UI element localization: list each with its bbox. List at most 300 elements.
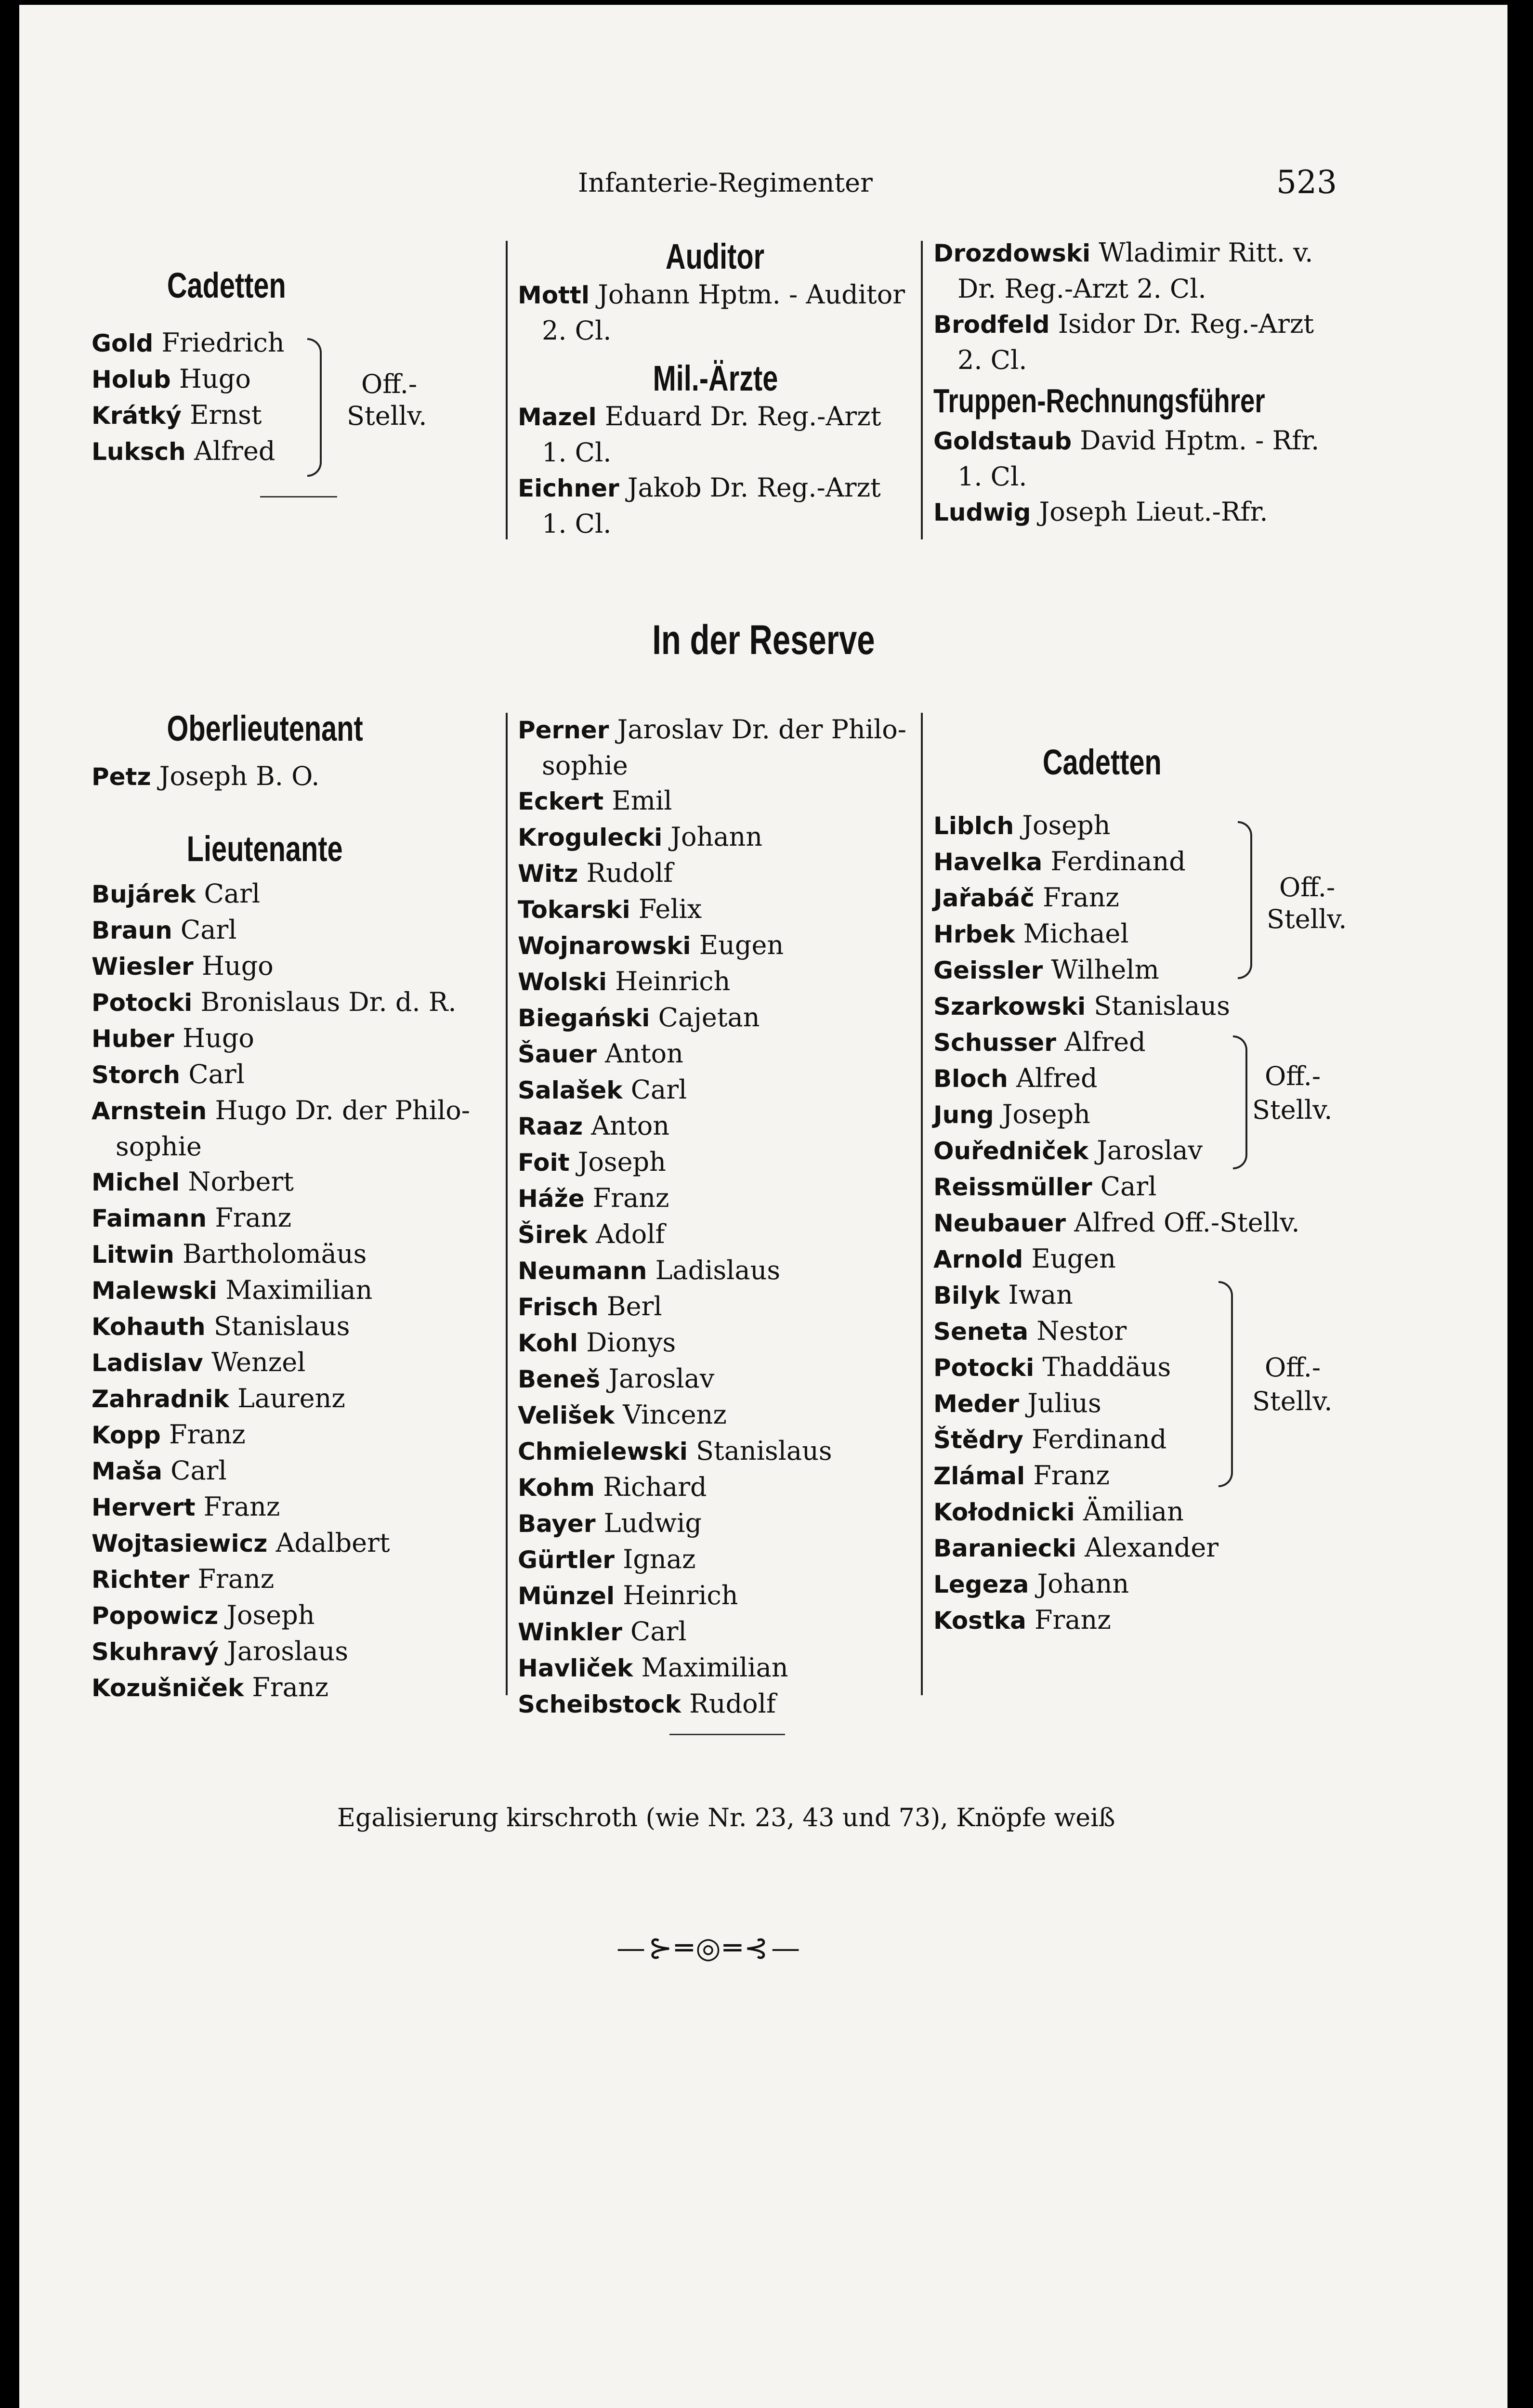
entry-details: Franz [1043, 882, 1119, 913]
entry-details: Jaroslav [608, 1363, 715, 1394]
ornament-divider: —⊱═◎═⊰— [616, 1931, 803, 1965]
entry-details: Carl [630, 1074, 687, 1105]
entry-details: Joseph [1002, 1099, 1090, 1129]
list-item [518, 277, 913, 313]
entry-surname: Goldstaub [933, 427, 1072, 455]
entry-surname: Popowicz [92, 1602, 219, 1630]
entry-surname: Hervert [92, 1493, 196, 1521]
entry-details: Alfred [1016, 1063, 1098, 1093]
entry-details: Joseph [1022, 810, 1111, 840]
entry-details: Hugo [182, 1023, 254, 1053]
entry-surname: Braun [92, 916, 172, 944]
entry-details: Cajetan [658, 1002, 760, 1033]
column-rule-reserve-2 [921, 713, 923, 1695]
entry-surname: Štědry [933, 1426, 1023, 1454]
entry-details: Franz [252, 1672, 329, 1702]
list-item [933, 1566, 1415, 1602]
entry-details: Jaroslav Dr. der Philo- [617, 714, 906, 745]
entry-details: Hugo [179, 364, 251, 394]
entry-surname: Kohm [518, 1474, 595, 1502]
list-item [518, 964, 917, 1000]
entry-details: Ignaz [623, 1544, 696, 1574]
list-item [518, 1253, 917, 1289]
offstellv-note-group1 [1267, 872, 1347, 935]
entry-details: Alexander [1085, 1532, 1219, 1563]
entry-details: Franz [1035, 1605, 1111, 1635]
entry-details: sophie [116, 1131, 202, 1162]
entry-details: Maximilian [641, 1652, 788, 1683]
entry-details: Ferdinand [1032, 1424, 1167, 1454]
entry-surname: Schusser [933, 1029, 1056, 1057]
footer-note: Egalisierung kirschroth (wie Nr. 23, 43 und 73), Knöpfe weiß [337, 1804, 1115, 1832]
entry-details: Carl [188, 1059, 245, 1089]
list-item [92, 1453, 501, 1489]
heading-cadetten-top: Cadetten [167, 265, 286, 305]
entry-surname: Perner [518, 716, 609, 744]
entry-surname: Hrbek [933, 920, 1015, 948]
list-item [92, 1489, 501, 1525]
brace-cadetten-group1 [1238, 821, 1252, 979]
entry-surname: Háže [518, 1185, 585, 1213]
entry-continuation: 1. Cl. [542, 437, 612, 468]
entry-details: Thaddäus [1042, 1352, 1171, 1382]
entry-surname: Gürtler [518, 1546, 615, 1574]
list-item [518, 783, 917, 819]
list-item [518, 1433, 917, 1469]
entry-surname: Huber [92, 1025, 174, 1053]
entry-details: Wenzel [211, 1347, 306, 1377]
reserve-list-col2 [518, 712, 917, 1722]
reserve-col1 [92, 708, 501, 1706]
entry-details: Ladislaus [655, 1255, 781, 1285]
heading-auditor: Auditor [666, 236, 765, 276]
list-item [92, 1057, 501, 1093]
entry-surname: Witz [518, 860, 578, 888]
entry-details: Felix [638, 894, 702, 924]
heading-mil-aerzte: Mil.-Ärzte [653, 358, 778, 398]
entry-surname: Petz [92, 763, 151, 791]
list-item [92, 1309, 501, 1345]
list-item [92, 1236, 501, 1272]
entry-details: Carl [1100, 1171, 1157, 1202]
heading-cadetten-reserve: Cadetten [1042, 742, 1162, 782]
list-item [518, 1144, 917, 1180]
heading-lieutenante: Lieutenante [187, 829, 343, 869]
note-g1-line2: Stellv. [1267, 904, 1347, 934]
entry-details: Anton [605, 1038, 683, 1069]
entry-details: Bronislaus Dr. d. R. [200, 987, 457, 1017]
entry-details: Julius [1027, 1388, 1101, 1418]
entry-continuation: 2. Cl. [542, 315, 612, 346]
entry-details: Alfred [194, 436, 275, 466]
entry-surname: Ludwig [933, 498, 1031, 526]
entry-continuation: 2. Cl. [957, 345, 1027, 375]
entry-surname: Arnold [933, 1245, 1023, 1273]
entry-details: Norbert [188, 1166, 294, 1197]
list-item [518, 399, 913, 435]
entry-surname: Reissmüller [933, 1173, 1092, 1201]
entry-surname: Meder [933, 1390, 1020, 1418]
entry-details: Carl [204, 878, 261, 909]
entry-surname: Richter [92, 1566, 190, 1594]
entry-surname: Neubauer [933, 1209, 1066, 1237]
offstellv-note-group3 [1252, 1351, 1332, 1418]
list-item [518, 1180, 917, 1217]
column-rule-reserve-1 [506, 713, 508, 1695]
entry-surname: Liblch [933, 812, 1014, 840]
entry-surname: Potocki [933, 1354, 1035, 1382]
list-item [933, 1386, 1415, 1422]
entry-surname: Seneta [933, 1318, 1029, 1346]
list-item [933, 1349, 1415, 1386]
auditor-list [518, 277, 913, 348]
entry-details: Anton [591, 1111, 670, 1141]
mil-aerzte-list-cont [933, 235, 1367, 378]
list-item [518, 1542, 917, 1578]
entry-surname: Winkler [518, 1618, 622, 1646]
brace-cadetten-group2 [1233, 1035, 1247, 1169]
list-item [92, 1417, 501, 1453]
entry-surname: Ouředniček [933, 1137, 1088, 1165]
entry-surname: Eckert [518, 787, 604, 815]
entry-surname: Eichner [518, 474, 619, 502]
list-item [518, 1650, 917, 1686]
entry-surname: Biegański [518, 1004, 650, 1032]
entry-details: Maximilian [225, 1275, 373, 1305]
list-item [518, 748, 917, 783]
entry-details: Adalbert [275, 1528, 390, 1558]
entry-surname: Beneš [518, 1365, 601, 1393]
list-item [933, 1205, 1415, 1241]
entry-surname: Scheibstock [518, 1690, 681, 1718]
entry-surname: Malewski [92, 1277, 217, 1305]
entry-details: Bartholomäus [183, 1239, 367, 1269]
entry-surname: Jung [933, 1101, 994, 1129]
entry-surname: Kohl [518, 1329, 578, 1357]
list-item [92, 984, 501, 1021]
entry-surname: Faimann [92, 1204, 207, 1232]
entry-details: Carl [180, 915, 237, 945]
entry-details: Jaroslaus [227, 1636, 349, 1666]
entry-details: Michael [1023, 918, 1129, 949]
list-item [92, 1021, 501, 1057]
entry-details: Franz [169, 1419, 246, 1450]
list-item [933, 1024, 1415, 1060]
list-item [92, 1670, 501, 1706]
entry-details: Dionys [586, 1327, 676, 1358]
short-rule-top [260, 496, 337, 497]
reserve-col2 [518, 712, 917, 1722]
entry-details: Stanislaus [696, 1436, 832, 1466]
entry-details: Joseph [577, 1147, 666, 1177]
entry-details: Heinrich [615, 966, 731, 996]
entry-details: Ludwig [603, 1508, 702, 1538]
entry-details: Carl [630, 1616, 687, 1647]
list-item [933, 1060, 1415, 1097]
entry-surname: Kostka [933, 1607, 1026, 1635]
entry-surname: Geissler [933, 956, 1043, 984]
list-item [933, 808, 1415, 844]
note-g2-line1: Off.- [1265, 1061, 1321, 1091]
list-item [518, 1289, 917, 1325]
list-item [518, 1108, 917, 1144]
entry-surname: Salašek [518, 1076, 623, 1104]
heading-oberlieutenant: Oberlieutenant [167, 708, 363, 748]
entry-details: Johann Hptm. - Auditor [598, 279, 905, 310]
entry-details: Jakob Dr. Reg.-Arzt [627, 472, 881, 503]
note-g2-line2: Stellv. [1252, 1095, 1333, 1125]
entry-surname: Bayer [518, 1510, 596, 1538]
entry-details: Stanislaus [213, 1311, 350, 1341]
entry-surname: Bujárek [92, 880, 196, 908]
entry-details: Eugen [699, 930, 784, 960]
entry-surname: Krátký [92, 402, 182, 430]
list-item [92, 1272, 501, 1309]
entry-surname: Legeza [933, 1570, 1029, 1598]
entry-details: Alfred [1064, 1027, 1146, 1057]
entry-details: Eduard Dr. Reg.-Arzt [604, 401, 881, 432]
list-item [933, 988, 1415, 1024]
entry-surname: Skuhravý [92, 1638, 219, 1666]
entry-continuation: 1. Cl. [957, 461, 1027, 492]
list-item [518, 470, 913, 506]
brace-top-cadetten [307, 338, 322, 477]
list-item [92, 1345, 501, 1381]
entry-details: Franz [215, 1203, 292, 1233]
entry-surname: Kopp [92, 1421, 161, 1449]
entry-surname: Wolski [518, 968, 607, 996]
list-item [518, 1614, 917, 1650]
list-item [933, 1313, 1415, 1349]
entry-surname: Bilyk [933, 1282, 1000, 1309]
list-item [92, 948, 501, 984]
list-item [92, 1597, 501, 1634]
note-g3-line1: Off.- [1265, 1352, 1321, 1383]
entry-details: Joseph B. O. [159, 761, 320, 791]
list-item [518, 1469, 917, 1505]
list-item [92, 1381, 501, 1417]
entry-details: Vincenz [623, 1400, 727, 1430]
list-item [518, 1578, 917, 1614]
entry-surname: Chmielewski [518, 1438, 688, 1466]
list-item [92, 1164, 501, 1200]
entry-surname: Szarkowski [933, 993, 1086, 1021]
entry-surname: Velišek [518, 1401, 615, 1429]
brace-cadetten-group3 [1219, 1281, 1233, 1487]
entry-details: Joseph [226, 1600, 315, 1630]
list-item [518, 712, 917, 748]
list-item [933, 1494, 1415, 1530]
list-item [933, 494, 1367, 530]
reserve-heading-wrap [19, 616, 1507, 664]
entry-details: sophie [542, 750, 628, 781]
column-rule-top-1 [506, 241, 508, 539]
list-item [518, 1000, 917, 1036]
entry-surname: Mazel [518, 403, 597, 431]
entry-details: Berl [606, 1291, 662, 1322]
entry-details: Rudolf [689, 1688, 776, 1719]
entry-surname: Bloch [933, 1065, 1008, 1093]
entry-surname: Kohauth [92, 1313, 206, 1341]
entry-surname: Kołodnicki [933, 1498, 1075, 1526]
entry-surname: Maša [92, 1457, 162, 1485]
entry-surname: Neumann [518, 1257, 647, 1285]
entry-details: Heinrich [623, 1580, 738, 1610]
entry-surname: Baraniecki [933, 1534, 1076, 1562]
entry-details: Nestor [1036, 1316, 1127, 1346]
entry-surname: Holub [92, 366, 171, 393]
entry-details: Jaroslav [1097, 1135, 1203, 1165]
entry-details: Franz [197, 1564, 275, 1594]
entry-surname: Mottl [518, 281, 590, 309]
list-item [92, 1561, 501, 1597]
entry-surname: Šauer [518, 1040, 597, 1068]
list-item [518, 1686, 917, 1722]
entry-surname: Ladislav [92, 1349, 203, 1377]
list-item [92, 912, 501, 948]
entry-details: Laurenz [237, 1383, 345, 1413]
entry-surname: Potocki [92, 989, 193, 1017]
entry-details: Ernst [190, 400, 262, 430]
list-item [933, 306, 1367, 342]
list-item [933, 1530, 1415, 1566]
entry-surname: Širek [518, 1221, 588, 1249]
list-item [933, 1133, 1415, 1169]
entry-surname: Frisch [518, 1293, 599, 1321]
entry-continuation: Dr. Reg.-Arzt 2. Cl. [957, 274, 1206, 304]
list-item [518, 1505, 917, 1542]
list-item [92, 876, 501, 912]
entry-details: Hugo Dr. der Philo- [215, 1095, 470, 1125]
entry-details: David Hptm. - Rfr. [1080, 425, 1320, 456]
entry-surname: Havliček [518, 1654, 633, 1682]
entry-surname: Havelka [933, 848, 1043, 876]
entry-details: Franz [1033, 1460, 1110, 1491]
list-item [933, 1241, 1415, 1277]
entry-details: Rudolf [586, 858, 673, 888]
entry-details: Friedrich [161, 327, 285, 358]
entry-details: Richard [603, 1472, 707, 1502]
entry-details: Wladimir Ritt. v. [1099, 237, 1313, 268]
list-item [933, 1169, 1415, 1205]
entry-details: Adolf [596, 1219, 665, 1249]
entry-surname: Münzel [518, 1582, 615, 1610]
entry-surname: Wojtasiewicz [92, 1530, 268, 1557]
entry-surname: Zlámal [933, 1462, 1025, 1490]
note-line2: Stellv. [347, 401, 427, 431]
oberlieutenant-list [92, 759, 501, 795]
entry-surname: Luksch [92, 438, 186, 466]
heading-in-der-reserve: In der Reserve [652, 617, 875, 663]
note-g1-line1: Off.- [1279, 872, 1336, 903]
page [19, 5, 1507, 2408]
list-item [933, 1602, 1415, 1638]
list-item [92, 1200, 501, 1236]
entry-surname: Jařabáč [933, 884, 1035, 912]
list-item [92, 1093, 501, 1129]
list-item [933, 1097, 1415, 1133]
list-item [518, 855, 917, 891]
short-rule-bottom [669, 1734, 785, 1735]
entry-surname: Michel [92, 1168, 180, 1196]
entry-surname: Wojnarowski [518, 932, 691, 960]
entry-surname: Storch [92, 1061, 181, 1089]
list-item [518, 819, 917, 855]
list-item [518, 1361, 917, 1397]
list-item [518, 928, 917, 964]
list-item [92, 1634, 501, 1670]
list-item [933, 952, 1415, 988]
column-rule-top-2 [921, 241, 923, 539]
list-item [933, 1458, 1415, 1494]
entry-surname: Raaz [518, 1112, 583, 1140]
heading-rechnungsfuehrer: Truppen-Rechnungsführer [933, 382, 1265, 419]
mil-aerzte-list [518, 399, 913, 541]
entry-surname: Foit [518, 1149, 570, 1177]
entry-surname: Wiesler [92, 953, 194, 981]
list-item [92, 759, 501, 795]
top-col2 [518, 236, 913, 541]
entry-surname: Litwin [92, 1241, 174, 1269]
rechnungsfuehrer-list [933, 423, 1367, 530]
list-item [518, 1036, 917, 1072]
entry-surname: Kozušniček [92, 1674, 244, 1702]
entry-details: Johann [1037, 1569, 1129, 1599]
note-g3-line2: Stellv. [1252, 1386, 1333, 1416]
list-item [933, 235, 1367, 271]
entry-details: Wilhelm [1051, 955, 1159, 985]
entry-details: Emil [612, 785, 672, 816]
entry-surname: Drozdowski [933, 239, 1091, 267]
list-item [518, 1325, 917, 1361]
offstellv-note-top [347, 368, 427, 432]
entry-details: Iwan [1008, 1280, 1073, 1310]
page-number: 523 [1276, 164, 1337, 201]
entry-details: Isidor Dr. Reg.-Arzt [1058, 309, 1314, 339]
note-line1: Off.- [361, 369, 418, 399]
list-item [518, 1217, 917, 1253]
running-header: Infanterie-Regimenter [578, 168, 873, 198]
entry-details: Johann [670, 822, 763, 852]
list-item [518, 891, 917, 928]
entry-details: Ämilian [1083, 1496, 1184, 1527]
list-item [933, 1277, 1415, 1313]
entry-surname: Arnstein [92, 1097, 207, 1125]
entry-details: Carl [170, 1455, 227, 1486]
entry-surname: Zahradnik [92, 1385, 229, 1413]
list-item [933, 1422, 1415, 1458]
entry-surname: Brodfeld [933, 311, 1050, 339]
list-item [518, 1397, 917, 1433]
list-item [92, 1129, 501, 1164]
list-item [92, 1525, 501, 1561]
entry-details: Ferdinand [1050, 846, 1186, 877]
entry-continuation: 1. Cl. [542, 509, 612, 539]
entry-details: Eugen [1031, 1243, 1116, 1274]
entry-details: Hugo [201, 951, 274, 981]
entry-details: Alfred Off.-Stellv. [1074, 1207, 1300, 1238]
lieutenante-list [92, 876, 501, 1706]
entry-surname: Tokarski [518, 896, 630, 924]
entry-details: Franz [203, 1492, 280, 1522]
entry-surname: Gold [92, 329, 154, 357]
offstellv-note-group2 [1252, 1060, 1332, 1127]
top-col3 [933, 235, 1367, 530]
entry-surname: Krogulecki [518, 824, 663, 851]
entry-details: Joseph Lieut.-Rfr. [1039, 497, 1268, 527]
entry-details: Franz [592, 1183, 669, 1213]
list-item [933, 423, 1367, 459]
